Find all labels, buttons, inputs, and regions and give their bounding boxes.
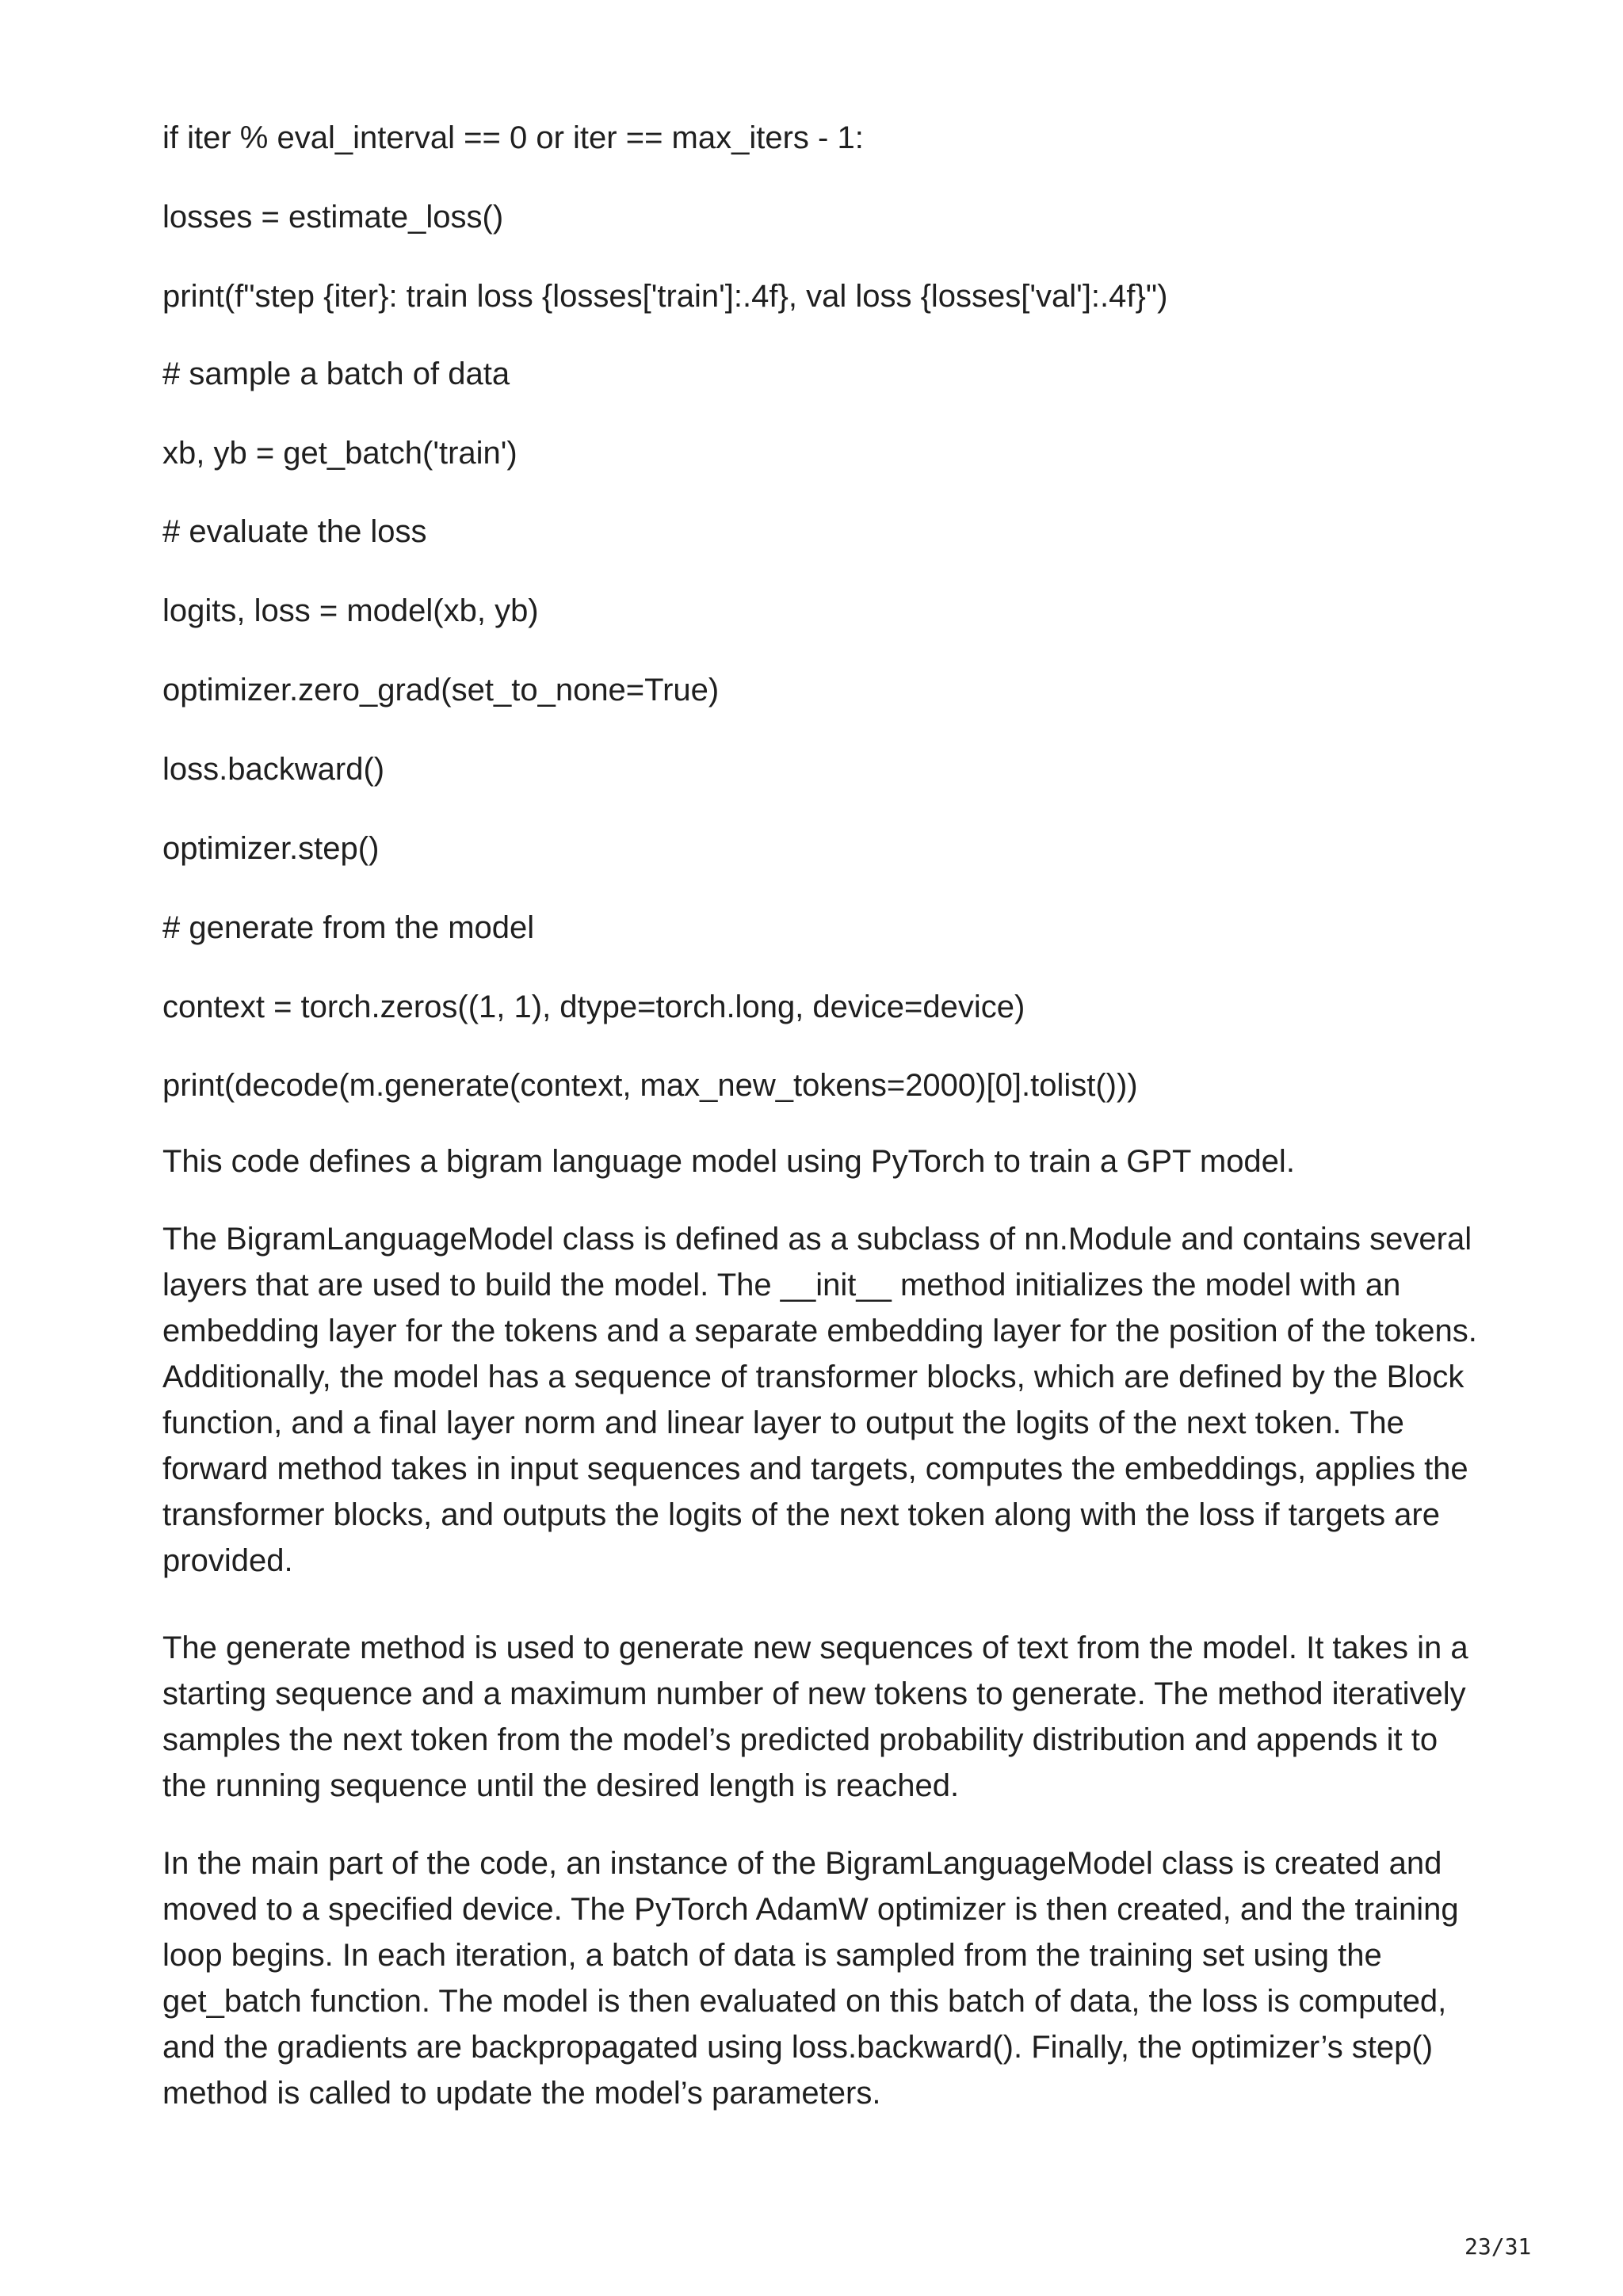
code-line: context = torch.zeros((1, 1), dtype=torch.long, device=device) — [162, 990, 1025, 1024]
paragraph-training-loop: In the main part of the code, an instance of the BigramLanguageModel class is created and moved to a specified device. The PyTorch AdamW optimizer is then created, and the training loop begins. In each iteration, a batch of data is sampled from the training set using the get_batch function. The model is then evaluated on this batch of data, the loss is computed, and the gradients are backpropagated using loss.backward(). Finally, the optimizer’s step() method is called to update the model’s parameters. — [162, 1846, 1459, 2111]
paragraph-model-class: The BigramLanguageModel class is defined as a subclass of nn.Module and contains several layers that are used to build the model. The __init__ method initializes the model with an embedding layer for the tokens and a separate embedding layer for the position of the tokens. Additionally, the model has a sequence of transformer blocks, which are defined by the Block function, and a final layer norm and linear layer to output the logits of the next token. The forward method takes in input sequences and targets, computes the embeddings, applies the transformer blocks, and outputs the logits of the next token along with the loss if targets are provided. — [162, 1222, 1477, 1578]
code-line: if iter % eval_interval == 0 or iter == max_iters - 1: — [162, 120, 864, 155]
code-line: logits, loss = model(xb, yb) — [162, 593, 539, 628]
code-line: # sample a batch of data — [162, 357, 510, 391]
code-line: losses = estimate_loss() — [162, 200, 504, 235]
code-line: optimizer.zero_grad(set_to_none=True) — [162, 673, 720, 707]
code-line: xb, yb = get_batch('train') — [162, 436, 517, 471]
code-line: # evaluate the loss — [162, 514, 427, 549]
code-line: optimizer.step() — [162, 831, 380, 866]
code-line: print(f"step {iter}: train loss {losses['train']:.4f}, val loss {losses['val']:.4f}") — [162, 279, 1168, 314]
paragraph-generate-method: The generate method is used to generate new sequences of text from the model. It takes in a starting sequence and a maximum number of new tokens to generate. The method iteratively samples the next token from the model’s predicted probability distribution and appends it to the running sequence until the desired length is reached. — [162, 1630, 1468, 1803]
code-line: print(decode(m.generate(context, max_new_tokens=2000)[0].tolist())) — [162, 1068, 1138, 1103]
code-line: loss.backward() — [162, 752, 385, 787]
page-number: 23/31 — [1465, 2233, 1532, 2260]
code-line: # generate from the model — [162, 910, 535, 945]
paragraph-summary: This code defines a bigram language model using PyTorch to train a GPT model. — [162, 1144, 1295, 1179]
